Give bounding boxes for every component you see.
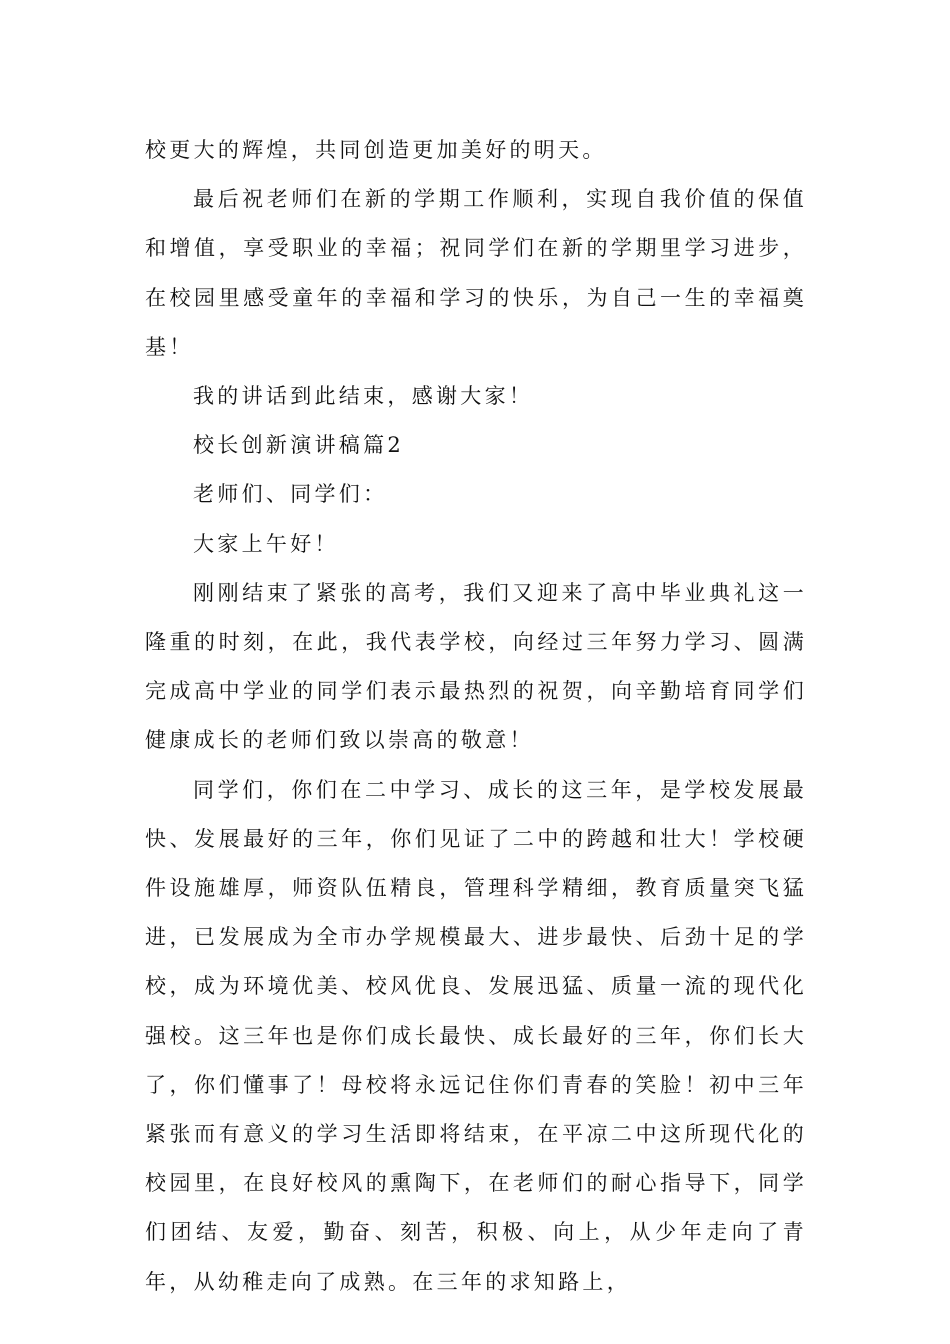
greeting: 大家上午好！: [193, 531, 339, 556]
paragraph-speech-end: 我的讲话到此结束，感谢大家！: [193, 384, 534, 409]
paragraph-three-years: 同学们，你们在二中学习、成长的这三年，是学校发展最快、发展最好的三年，你们见证了二中的跨越和壮大！学校硬件设施雄厚，师资队伍精良，管理科学精细，教育质量突飞猛进，已发展成为全市办学规模最大、进步最快、后劲十足的学校，成为环境优美、校风优良、发展迅猛、质量一流的现代化强校。这三年也是你们成长最快、成长最好的三年，你们长大了，你们懂事了！母校将永远记住你们青春的笑脸！初中三年紧张而有意义的学习生活即将结束，在平凉二中这所现代化的校园里，在良好校风的熏陶下，在老师们的耐心指导下，同学们团结、友爱，勤奋、刻苦，积极、向上，从少年走向了青年，从幼稚走向了成熟。在三年的求知路上，: [145, 777, 807, 1294]
document-body: [145, 126, 807, 1307]
paragraph-continuation: 校更大的辉煌，共同创造更加美好的明天。: [145, 138, 607, 162]
paragraph-closing-wishes: 最后祝老师们在新的学期工作顺利，实现自我价值的保值和增值，享受职业的幸福；祝同学们在新的学期里学习进步，在校园里感受童年的幸福和学习的快乐，为自己一生的幸福奠基！: [145, 187, 807, 359]
salutation: 老师们、同学们：: [193, 482, 388, 507]
paragraph-graduation: 刚刚结束了紧张的高考，我们又迎来了高中毕业典礼这一隆重的时刻，在此，我代表学校，向经过三年努力学习、圆满完成高中学业的同学们表示最热烈的祝贺，向辛勤培育同学们健康成长的老师们致以崇高的敬意！: [145, 580, 807, 753]
section-heading: 校长创新演讲稿篇2: [193, 433, 405, 458]
